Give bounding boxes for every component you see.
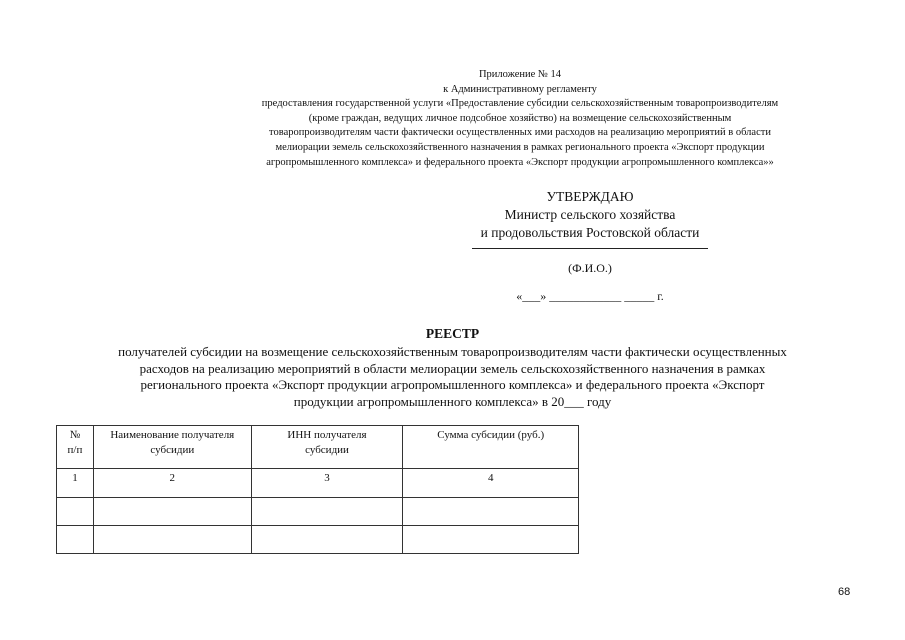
annex-line: товаропроизводителям части фактически осуществленных ими расходов на реализацию мероприятий в области [269, 127, 771, 139]
annex-header [180, 68, 860, 170]
header-subsidy-amount: Сумма субсидии (руб.) [403, 426, 579, 469]
annex-line: Приложение № 14 [478, 69, 562, 80]
approval-fio: (Ф.И.О.) [568, 261, 612, 275]
approval-title: УТВЕРЖДАЮ [546, 189, 634, 204]
table-cell [57, 526, 94, 554]
annex-line: предоставления государственной услуги «Предоставление субсидии сельскохозяйственным товаропроизводителям [261, 98, 779, 110]
approval-date: «___» ____________ _____ г. [516, 289, 664, 303]
registry-subtitle-line: получателей субсидии на возмещение сельскохозяйственным товаропроизводителям части фактически осуществленных [118, 344, 787, 359]
table-cell [251, 526, 403, 554]
registry-table [56, 425, 579, 554]
annex-line: к Административному регламенту [443, 83, 597, 95]
cell-col-number: 4 [403, 469, 579, 498]
registry-title: РЕЕСТР [425, 326, 480, 341]
header-number: № п/п [57, 426, 94, 469]
annex-line: агропромышленного комплекса» и федерального проекта «Экспорт продукции агропромышленного комплекса»» [266, 156, 774, 168]
header-recipient-name: Наименование получателя субсидии [93, 426, 251, 469]
table-row-column-numbers [57, 469, 579, 498]
page-number: 68 [838, 586, 851, 598]
table-row [57, 526, 579, 554]
cell-col-number: 3 [251, 469, 403, 498]
table-cell [403, 498, 579, 526]
annex-line: мелиорации земель сельскохозяйственного назначения в рамках регионального проекта «Экспорт продукции [275, 141, 765, 153]
registry-subtitle-line: продукции агропромышленного комплекса» в 20___ году [293, 393, 612, 409]
annex-line: (кроме граждан, ведущих личное подсобное хозяйство) на возмещение сельскохозяйственным [308, 112, 732, 124]
signature-line [472, 248, 708, 249]
cell-col-number: 1 [57, 469, 94, 498]
table-cell [403, 526, 579, 554]
table-row [57, 498, 579, 526]
header-inn: ИНН получателя субсидии [251, 426, 403, 469]
cell-col-number: 2 [93, 469, 251, 498]
table-cell [57, 498, 94, 526]
table-header-row [57, 426, 579, 469]
registry-subtitle-line: расходов на реализацию мероприятий в области мелиорации земель сельскохозяйственного назначения в рамках [139, 360, 766, 376]
table-cell [93, 526, 251, 554]
registry-subtitle [40, 344, 865, 410]
table-cell [93, 498, 251, 526]
approval-block [440, 188, 740, 305]
approval-position: Министр сельского хозяйства [504, 207, 676, 222]
table-cell [251, 498, 403, 526]
registry-subtitle-line: регионального проекта «Экспорт продукции агропромышленного комплекса» и федерального проекта «Экспорт [140, 377, 765, 393]
approval-ministry: и продовольствия Ростовской области [480, 225, 700, 240]
